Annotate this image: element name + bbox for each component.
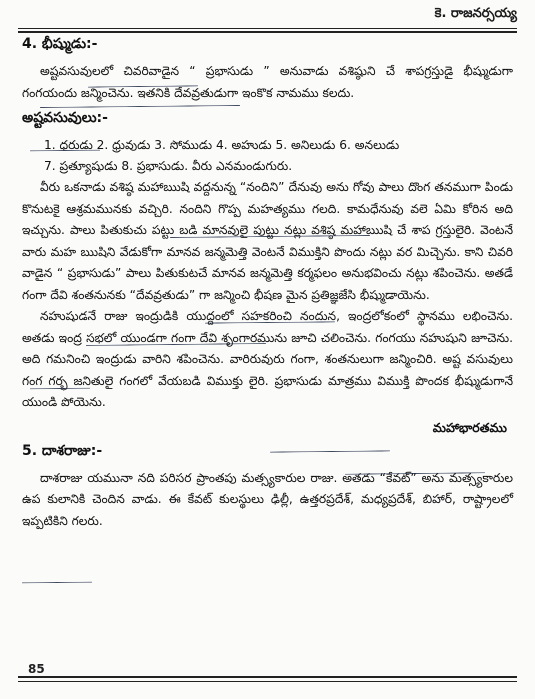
footer-rule bbox=[18, 676, 517, 678]
nandini-story-paragraph: వీరు ఒకనాడు వశిష్ఠ మహాఋషి వద్దనున్న “నందిని” దేనువు అను గోవు పాలు దొంగ తనముగా పిండు కొనుటకై ఆశ్రమమునకు వచ్చిరి. నందిని గొప్ప మహత్యము గలది. కామధేనువు వలె ఏమి కోరిన అది ఇచ్చును. పాలు పితుకుచు పట్టు బడి మానవులై పుట్టు నట్లు వశిష్ఠ మహాఋషి చే శాప గ్రస్తులైరి. వెంటనే వారు మహ ఋషిని వేడుకోగా మానవ జన్మమెత్తి వెంటనే విముక్తిని పొందు నట్లు వర మిచ్చెను. కాని చివరి వాడైన “ ప్రభాసుడు” పాలు పితుకుటచే మానవ జన్మమెత్తి కర్మఫలం అనుభవించు నట్లు శపించెను. అతడే గంగా దేవి శంతనునకు “దేవవ్రతుడు” గా జన్మించి భీషణ మైన ప్రతిజ్ఞజేసి భీష్ముడాయెను. bbox=[22, 180, 513, 302]
subheading-ashta-vasuvulu: అష్టవసువులు:- bbox=[22, 110, 108, 126]
footer-rule-thin bbox=[18, 681, 517, 682]
section-heading-bhishma: 4. భీష్ముడు:- bbox=[22, 36, 98, 52]
header-rule bbox=[18, 28, 517, 29]
nahusha-story-paragraph: నహుషుడనే రాజు ఇంద్రుడికి యుద్దంలో సహకరించి నందున, ఇంద్రలోకంలో స్థానము లభించెను. అతడు ఇంద్ర సభలో యుండగా గంగా దేవి శృంగారమును జూచి చలించెను. గంగయు నహుషుని జూచెను. అది గమనించి ఇంద్రుడు వారిని శపించెను. వారిరువురు గంగా, శంతనులుగా జన్మించిరి. అష్ట వసువులు గంగ గర్భ జనితులై గంగలో వేయబడి విముక్తు లైరి. ప్రభాసుడు మాత్రము విముక్తి పొందక భీష్ముడుగానే యుండి పోయెను. bbox=[22, 309, 513, 409]
header-rule-thick bbox=[18, 31, 517, 33]
source-mahabharatam: మహాభారతము bbox=[432, 419, 507, 435]
section-heading-dasharaju: 5. దాశరాజు:- bbox=[22, 442, 103, 459]
bhishma-intro-paragraph: అష్టవసువులలో చివరివాడైన “ ప్రభాసుడు ” అనువాడు వశిష్ఠుని చే శాపగ్రస్తుడై భీష్ముడుగా గంగయందు జన్మించెను. ఇతనికి దేవవ్రతుడుగా ఇంకొక నామము కలదు. bbox=[22, 64, 513, 100]
page-content bbox=[22, 36, 513, 532]
vasu-list-line-2: 7. ప్రత్యూషుడు 8. ప్రభాసుడు. వీరు ఎనమండుగురు. bbox=[44, 159, 293, 173]
dasharaju-paragraph: దాశరాజు యమునా నది పరిసర ప్రాంతపు మత్స్యకారుల రాజు. అతడు “కేవట్” అను మత్స్యకారుల ఉప కులానికి చెందిన వాడు. ఈ కేవట్ కులస్థులు ఢిల్లీ, ఉత్తరప్రదేశ్, మధ్యప్రదేశ్, బిహార్, రాష్ట్రాలలో ఇప్పటికిని గలరు. bbox=[22, 470, 513, 528]
vasu-list-line-1: 1. ధరుడు 2. ధ్రువుడు 3. సోముడు 4. అహుడు 5. అనిలుడు 6. అనలుడు bbox=[44, 138, 400, 152]
handwritten-underline bbox=[22, 582, 92, 584]
running-header-author: కె. రాజనర్సయ్య bbox=[434, 6, 517, 21]
page-number: 85 bbox=[28, 662, 45, 676]
